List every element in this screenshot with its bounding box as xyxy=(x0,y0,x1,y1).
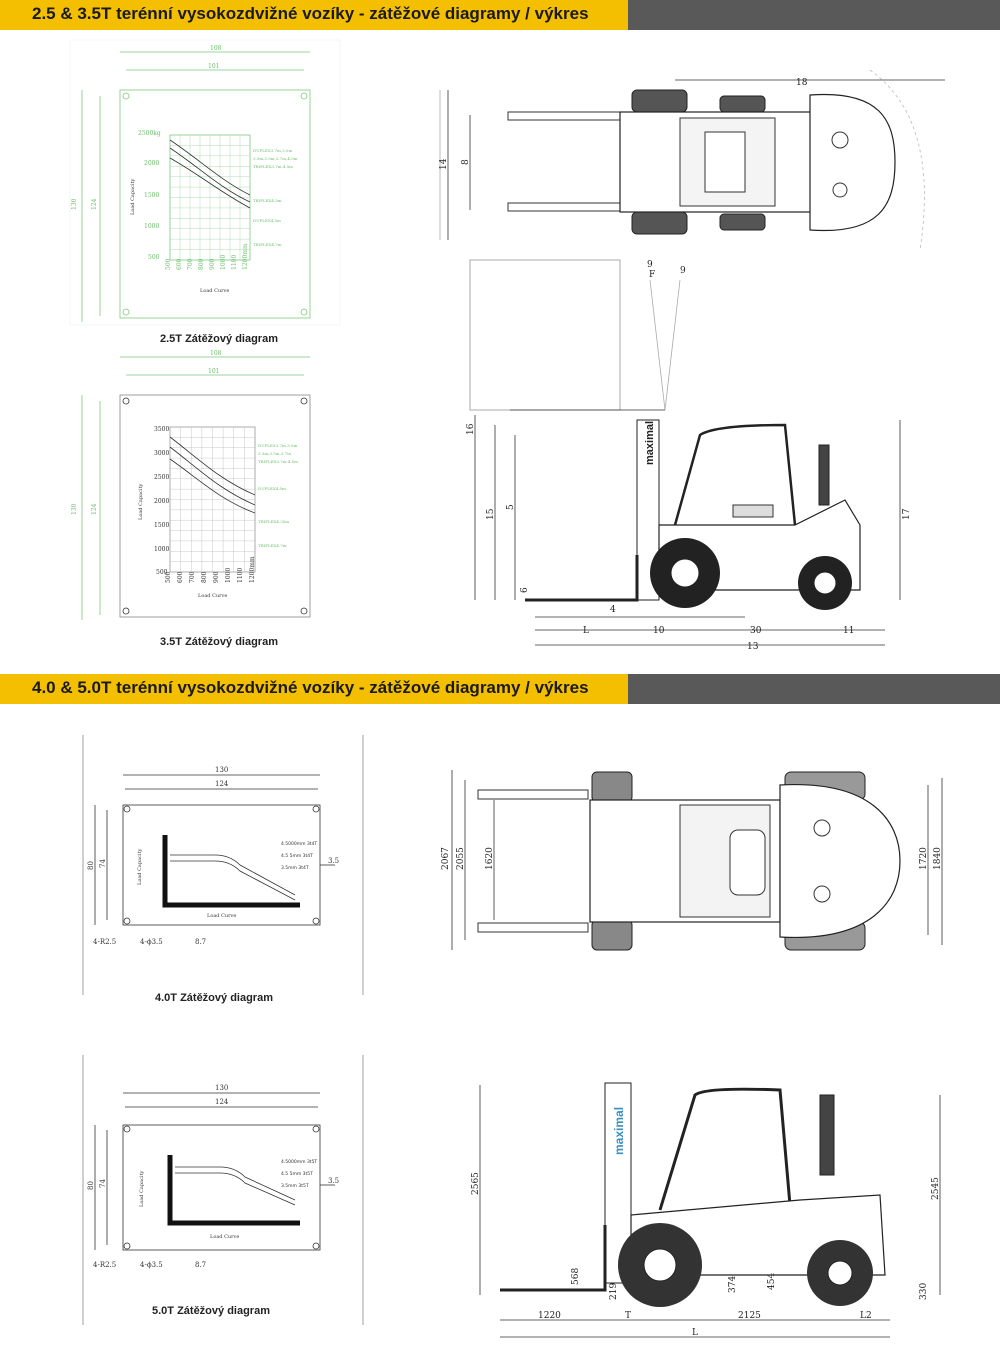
ytick: 2000 xyxy=(154,498,170,505)
caption-50t: 5.0T Zátěžový diagram xyxy=(152,1305,270,1317)
dim-1220: 1220 xyxy=(538,1311,561,1321)
forklift-top-view-2 xyxy=(430,760,970,960)
ytick: 1500 xyxy=(144,192,160,199)
legend xyxy=(258,443,298,548)
dim-13: 13 xyxy=(747,642,759,652)
dim-15: 15 xyxy=(486,508,496,520)
dim-2055: 2055 xyxy=(456,847,466,870)
ytick: 2000 xyxy=(144,160,160,167)
load-diagram-40t xyxy=(45,735,375,995)
dim-T: T xyxy=(625,1311,632,1321)
ytick: 500 xyxy=(156,569,168,576)
ytick: 3500 xyxy=(154,426,170,433)
caption-40t: 4.0T Zátěžový diagram xyxy=(155,992,273,1004)
section2-title: 4.0 & 5.0T terénní vysokozdvižné vozíky - zátěžové diagramy / výkres xyxy=(32,678,589,697)
dim-374: 374 xyxy=(728,1275,738,1293)
legend-item: 4.5000mm 3t4T xyxy=(281,842,318,847)
load-diagram-35t xyxy=(70,345,350,635)
dim-30: 30 xyxy=(750,626,762,636)
dim-9: 9 xyxy=(680,266,686,276)
legend-item: TRIPLEX4.35m xyxy=(258,519,290,524)
xtick: 600 xyxy=(176,258,183,270)
ytick: 2500kg xyxy=(138,130,161,137)
dim-124: 124 xyxy=(91,503,98,515)
section1-title: 2.5 & 3.5T terénní vysokozdvižné vozíky - zátěžové diagramy / výkres xyxy=(32,4,589,23)
xtick: 1100 xyxy=(231,254,238,270)
dim-124: 124 xyxy=(215,1098,229,1106)
dim-108: 108 xyxy=(210,45,222,52)
dim-1840: 1840 xyxy=(933,847,943,870)
caption-25t: 2.5T Zátěžový diagram xyxy=(160,333,278,345)
dim-L: L xyxy=(692,1328,698,1338)
dim-L2: L2 xyxy=(860,1311,872,1321)
legend-item: DUPLEX3.7m,3.0m xyxy=(258,443,298,448)
xtick: 1000 xyxy=(225,567,232,583)
dim-454: 454 xyxy=(767,1272,777,1290)
dim-330: 330 xyxy=(919,1282,929,1300)
dim-130: 130 xyxy=(71,503,78,515)
legend-item: 4.5 5mm 3t5T xyxy=(281,1172,313,1177)
dim-2067: 2067 xyxy=(441,847,451,870)
legend-item: TRIPLEX4.7m xyxy=(258,543,287,548)
legend-item: 3.3m,3.5m,3.7m xyxy=(258,451,292,456)
xtick: 800 xyxy=(198,258,205,270)
brand-logo: maximal xyxy=(644,420,656,465)
dim-35: 3.5 xyxy=(328,1177,340,1185)
dim-2125: 2125 xyxy=(738,1311,761,1321)
load-diagram-25t xyxy=(70,40,350,330)
xtick: 1000 xyxy=(220,254,227,270)
dim-219: 219 xyxy=(609,1282,619,1300)
legend-item: DUPLEX4.5m xyxy=(253,218,281,223)
x-axis-label: Load Curve xyxy=(198,593,228,599)
xtick: 900 xyxy=(213,571,220,583)
dim-9: 9 xyxy=(647,260,653,270)
ytick: 2500 xyxy=(154,474,170,481)
legend-item: 4.5 5mm 3t4T xyxy=(281,854,313,859)
ytick: 3000 xyxy=(154,450,170,457)
ytick: 1500 xyxy=(154,522,170,529)
xtick: 800 xyxy=(201,571,208,583)
dim-2545: 2545 xyxy=(931,1177,941,1200)
x-axis-label: Load Curve xyxy=(210,1234,240,1240)
brand-logo: maximal xyxy=(612,1106,626,1155)
xtick: 1100 xyxy=(237,567,244,583)
xtick: 1200mm xyxy=(249,556,256,583)
legend-item: TRIPLEX4.7m xyxy=(253,242,282,247)
ytick: 1000 xyxy=(154,546,170,553)
xtick: 500 xyxy=(165,571,172,583)
dim-11: 11 xyxy=(843,626,855,636)
legend xyxy=(253,148,298,247)
dim-130: 130 xyxy=(215,1084,229,1092)
x-axis-label: Load Curve xyxy=(207,913,237,919)
ytick: 1000 xyxy=(144,223,160,230)
dim-74: 74 xyxy=(99,1179,107,1188)
legend-item: 3.5mm 3t4T xyxy=(281,866,309,871)
dim-18: 18 xyxy=(796,78,808,88)
x-ticks xyxy=(165,556,256,583)
dim-4: 4 xyxy=(610,605,616,615)
dim-124: 124 xyxy=(215,780,229,788)
forklift-side-view-1 xyxy=(465,255,945,655)
forklift-side-view-2 xyxy=(460,1075,950,1350)
y-axis-label: Load Capacity xyxy=(137,848,143,885)
xtick: 700 xyxy=(187,258,194,270)
xtick: 900 xyxy=(209,258,216,270)
xtick: 500 xyxy=(165,258,172,270)
y-ticks xyxy=(154,426,169,576)
load-diagram-50t xyxy=(45,1055,375,1325)
dim-108: 108 xyxy=(210,350,222,357)
y-axis-label: Load Capacity xyxy=(130,178,136,215)
dim-80: 80 xyxy=(87,1181,95,1190)
dim-130: 130 xyxy=(71,198,78,210)
dim-hole-b: 4-ϕ3.5 xyxy=(140,1261,163,1269)
banner-gray-bar xyxy=(628,0,1000,30)
xtick: 600 xyxy=(177,571,184,583)
dim-35: 3.5 xyxy=(328,857,340,865)
dim-16: 16 xyxy=(466,423,476,435)
dim-87: 8.7 xyxy=(195,938,207,946)
dim-80: 80 xyxy=(87,861,95,870)
dim-hole-a: 4-R2.5 xyxy=(93,938,117,946)
dim-130: 130 xyxy=(215,766,229,774)
section2-banner xyxy=(0,674,1000,704)
dim-124: 124 xyxy=(91,198,98,210)
dim-5: 5 xyxy=(506,504,516,510)
dim-hole-b: 4-ϕ3.5 xyxy=(140,938,163,946)
dim-hole-a: 4-R2.5 xyxy=(93,1261,117,1269)
dim-2565: 2565 xyxy=(471,1172,481,1195)
dim-568: 568 xyxy=(571,1267,581,1285)
legend-item: 3.5mm 3t5T xyxy=(281,1184,309,1189)
dim-87: 8.7 xyxy=(195,1261,207,1269)
legend-item: TRIPLEX3.7m,4.5m xyxy=(253,164,293,169)
banner-gray-bar xyxy=(628,674,1000,704)
dim-8: 8 xyxy=(461,159,471,165)
dim-F: F xyxy=(649,270,656,280)
legend-item: TRIPLEX4.5m xyxy=(253,198,282,203)
x-ticks xyxy=(165,243,249,270)
legend-item: DUPLEX3.7m,3.0m xyxy=(253,148,293,153)
ytick: 500 xyxy=(148,254,160,261)
dim-L: L xyxy=(583,626,589,636)
dim-1720: 1720 xyxy=(919,847,929,870)
x-axis-label: Load Curve xyxy=(200,288,230,294)
y-axis-label: Load Capacity xyxy=(139,1170,145,1207)
legend-item: 4.5000mm 3t5T xyxy=(281,1160,318,1165)
legend-item: 3.3m,3.5m,3.7m,4.0m xyxy=(253,156,298,161)
xtick: 700 xyxy=(189,571,196,583)
dim-6: 6 xyxy=(520,587,530,593)
caption-35t: 3.5T Zátěžový diagram xyxy=(160,636,278,648)
xtick: 1200mm xyxy=(242,243,249,270)
legend-item: DUPLEX4.5m xyxy=(258,486,286,491)
dim-17: 17 xyxy=(902,508,912,520)
y-axis-label: Load Capacity xyxy=(138,483,144,520)
forklift-top-view-1 xyxy=(440,60,960,260)
dim-101: 101 xyxy=(208,63,220,70)
dim-10: 10 xyxy=(653,626,665,636)
dim-101: 101 xyxy=(208,368,220,375)
dim-1620: 1620 xyxy=(485,847,495,870)
dim-74: 74 xyxy=(99,859,107,868)
section1-banner xyxy=(0,0,1000,30)
legend-item: TRIPLEX3.7m,4.5m xyxy=(258,459,298,464)
dim-14: 14 xyxy=(439,158,449,170)
